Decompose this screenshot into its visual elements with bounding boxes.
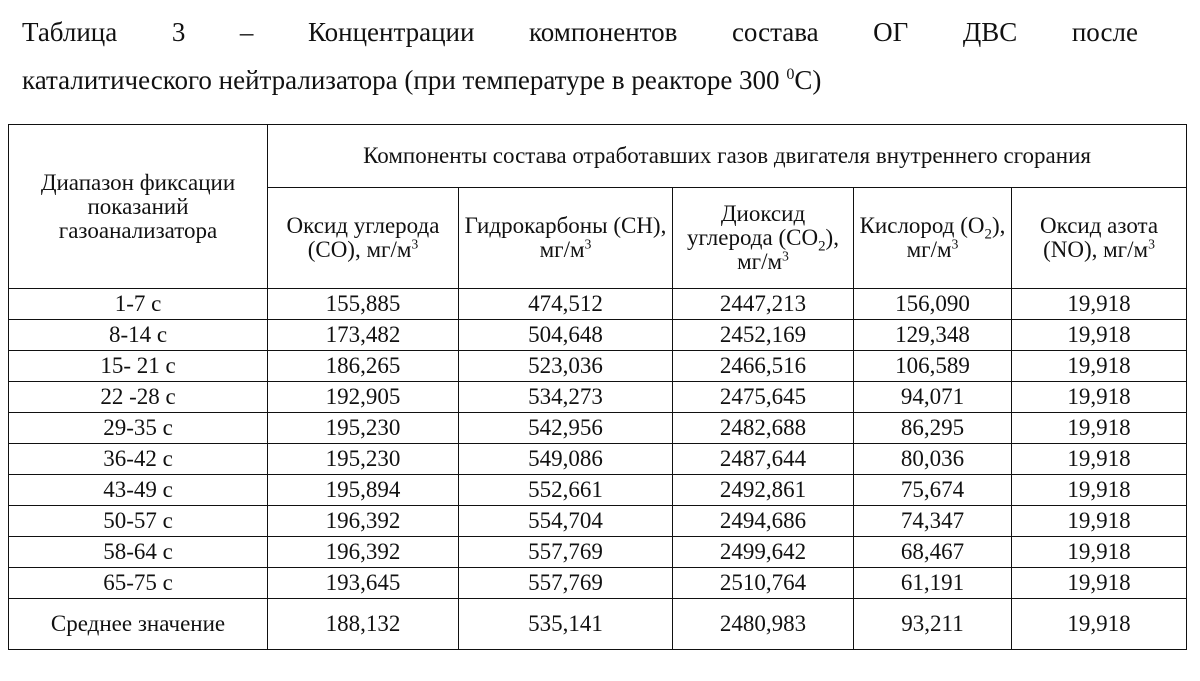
co2-cell: 2475,645 xyxy=(673,382,854,413)
header-text: Оксид азота (NO), мг/м xyxy=(1039,213,1159,262)
table-row xyxy=(9,506,1187,537)
co2-cell: 2452,169 xyxy=(673,320,854,351)
range-cell: 22 -28 с xyxy=(9,382,268,413)
header-sub: 2 xyxy=(984,226,992,243)
average-label: Среднее значение xyxy=(9,599,268,650)
header-text: Кислород (О xyxy=(859,213,985,238)
table-row xyxy=(9,351,1187,382)
ch-cell: 474,512 xyxy=(459,289,673,320)
header-text: Оксид углерода (СО), мг/м xyxy=(286,213,440,262)
ch-cell: 554,704 xyxy=(459,506,673,537)
co2-average: 2480,983 xyxy=(673,599,854,650)
no-cell: 19,918 xyxy=(1012,289,1187,320)
no-cell: 19,918 xyxy=(1012,475,1187,506)
caption-word: – xyxy=(239,17,254,47)
ch-cell: 534,273 xyxy=(459,382,673,413)
range-header: Диапазон фиксации показаний газоанализатора xyxy=(9,125,268,289)
header-sup: 3 xyxy=(951,236,959,252)
co-average: 188,132 xyxy=(268,599,459,650)
header-sup: 3 xyxy=(782,248,789,264)
no-cell: 19,918 xyxy=(1012,320,1187,351)
co2-cell: 2487,644 xyxy=(673,444,854,475)
header-text: ), мг/м xyxy=(906,213,1006,262)
components-group-header: Компоненты состава отработавших газов двигателя внутреннего сгорания xyxy=(268,125,1187,188)
o2-cell: 129,348 xyxy=(854,320,1012,351)
header-text: Гидрокарбоны (СН), мг/м xyxy=(464,213,667,262)
range-cell: 8-14 с xyxy=(9,320,268,351)
co-cell: 186,265 xyxy=(268,351,459,382)
header-sup: 3 xyxy=(1148,236,1155,252)
o2-cell: 61,191 xyxy=(854,568,1012,599)
no-cell: 19,918 xyxy=(1012,506,1187,537)
table-row xyxy=(9,289,1187,320)
caption-word: ДВС xyxy=(962,17,1018,47)
co2-cell: 2494,686 xyxy=(673,506,854,537)
table-row xyxy=(9,320,1187,351)
o2-cell: 156,090 xyxy=(854,289,1012,320)
column-header-ch xyxy=(459,188,673,289)
o2-cell: 74,347 xyxy=(854,506,1012,537)
co-cell: 192,905 xyxy=(268,382,459,413)
co-cell: 155,885 xyxy=(268,289,459,320)
table-row xyxy=(9,537,1187,568)
range-cell: 1-7 с xyxy=(9,289,268,320)
co2-cell: 2510,764 xyxy=(673,568,854,599)
column-header-no xyxy=(1012,188,1187,289)
column-header-o2 xyxy=(854,188,1012,289)
ch-cell: 504,648 xyxy=(459,320,673,351)
o2-cell: 80,036 xyxy=(854,444,1012,475)
no-cell: 19,918 xyxy=(1012,444,1187,475)
range-cell: 36-42 с xyxy=(9,444,268,475)
ch-cell: 552,661 xyxy=(459,475,673,506)
caption-word: после xyxy=(1071,17,1138,47)
ch-cell: 557,769 xyxy=(459,568,673,599)
co2-cell: 2447,213 xyxy=(673,289,854,320)
ch-cell: 542,956 xyxy=(459,413,673,444)
no-cell: 19,918 xyxy=(1012,537,1187,568)
caption-word: компонентов xyxy=(529,17,678,47)
o2-cell: 106,589 xyxy=(854,351,1012,382)
header-text: ), мг/м xyxy=(737,225,839,274)
concentration-table xyxy=(8,124,1187,650)
table-row xyxy=(9,413,1187,444)
caption-line-2 xyxy=(22,56,1138,104)
header-sup: 3 xyxy=(584,236,592,252)
o2-cell: 68,467 xyxy=(854,537,1012,568)
table-row xyxy=(9,568,1187,599)
o2-cell: 86,295 xyxy=(854,413,1012,444)
caption-word: состава xyxy=(731,17,819,47)
range-cell: 43-49 с xyxy=(9,475,268,506)
caption-word: Таблица xyxy=(22,17,118,47)
no-cell: 19,918 xyxy=(1012,568,1187,599)
co2-cell: 2492,861 xyxy=(673,475,854,506)
co-cell: 196,392 xyxy=(268,537,459,568)
header-text: Диоксид углерода (СО xyxy=(687,201,819,250)
ch-average: 535,141 xyxy=(459,599,673,650)
caption-text: каталитического нейтрализатора (при температуре в реакторе 300 xyxy=(22,65,787,95)
o2-average: 93,211 xyxy=(854,599,1012,650)
co2-cell: 2466,516 xyxy=(673,351,854,382)
column-header-co2 xyxy=(673,188,854,289)
no-cell: 19,918 xyxy=(1012,382,1187,413)
caption-word: 3 xyxy=(171,17,186,47)
caption-word: Концентрации xyxy=(307,17,475,47)
header-sup: 3 xyxy=(411,236,419,252)
ch-cell: 523,036 xyxy=(459,351,673,382)
header-sub: 2 xyxy=(818,238,826,255)
range-cell: 29-35 с xyxy=(9,413,268,444)
range-cell: 50-57 с xyxy=(9,506,268,537)
co-cell: 195,230 xyxy=(268,413,459,444)
range-cell: 15- 21 с xyxy=(9,351,268,382)
co-cell: 196,392 xyxy=(268,506,459,537)
table-row xyxy=(9,444,1187,475)
co-cell: 195,230 xyxy=(268,444,459,475)
no-average: 19,918 xyxy=(1012,599,1187,650)
caption-word: ОГ xyxy=(873,17,909,47)
table-row xyxy=(9,382,1187,413)
ch-cell: 549,086 xyxy=(459,444,673,475)
table-row xyxy=(9,475,1187,506)
ch-cell: 557,769 xyxy=(459,537,673,568)
o2-cell: 94,071 xyxy=(854,382,1012,413)
co2-cell: 2499,642 xyxy=(673,537,854,568)
co-cell: 173,482 xyxy=(268,320,459,351)
range-cell: 65-75 с xyxy=(9,568,268,599)
no-cell: 19,918 xyxy=(1012,413,1187,444)
column-header-co xyxy=(268,188,459,289)
caption-text-end: С) xyxy=(794,65,822,95)
o2-cell: 75,674 xyxy=(854,475,1012,506)
caption-line-1 xyxy=(22,8,1138,56)
no-cell: 19,918 xyxy=(1012,351,1187,382)
co2-cell: 2482,688 xyxy=(673,413,854,444)
average-row xyxy=(9,599,1187,650)
co-cell: 193,645 xyxy=(268,568,459,599)
table-caption xyxy=(22,8,1138,104)
range-cell: 58-64 с xyxy=(9,537,268,568)
degree-sup: 0 xyxy=(786,65,795,83)
co-cell: 195,894 xyxy=(268,475,459,506)
